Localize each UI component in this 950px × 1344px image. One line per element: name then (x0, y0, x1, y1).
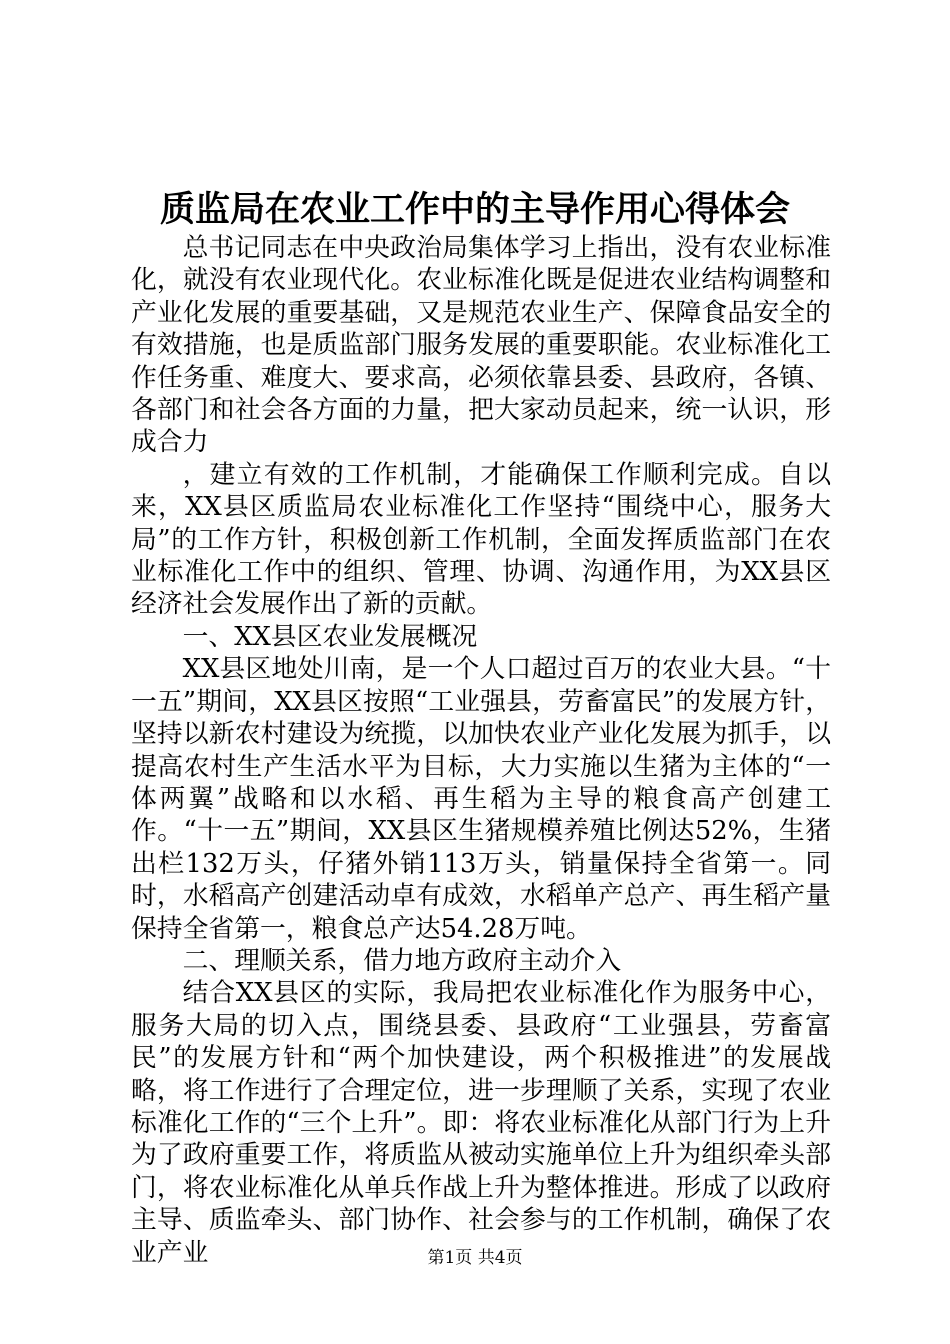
section-heading-1: 一、XX县区农业发展概况 (182, 621, 478, 652)
document-title: 质监局在农业工作中的主导作用心得体会 (159, 189, 790, 230)
paragraph-relations: 结合XX县区的实际，我局把农业标准化作为服务中心，服务大局的切入点，围绕县委、县政府“工业强县，劳畜富民”的发展方针和“两个加快建设，两个积极推进”的发展战略，将工作进行了合理定位，进一步理顺了关系，实现了农业标准化工作的“三个上升”。即：将农业标准化从部门行为上升为了政府重要工作，将质监从被动实施单位上升为组织牵头部门，将农业标准化从单兵作战上升为整体推进。形成了以政府主导、质监牵头、部门协作、社会参与的工作机制，确保了农业产业 (131, 978, 831, 1268)
page-number-footer: 第1页 共4页 (427, 1248, 523, 1268)
section-heading-2: 二、理顺关系，借力地方政府主动介入 (182, 945, 622, 976)
paragraph-overview: XX县区地处川南，是一个人口超过百万的农业大县。“十一五”期间，XX县区按照“工业强县，劳畜富民”的发展方针，坚持以新农村建设为统揽，以加快农业产业化发展为抓手，以提高农村生产生活水平为目标，大力实施以生猪为主体的“一体两翼”战略和以水稻、再生稻为主导的粮食高产创建工作。“十一五”期间，XX县区生猪规模养殖比例达52%，生猪出栏132万头，仔猪外销113万头，销量保持全省第一。同时，水稻高产创建活动卓有成效，水稻单产总产、再生稻产量保持全省第一，粮食总产达54.28万吨。 (131, 654, 831, 944)
paragraph-intro: 总书记同志在中央政治局集体学习上指出，没有农业标准化，就没有农业现代化。农业标准化既是促进农业结构调整和产业化发展的重要基础，又是规范农业生产、保障食品安全的有效措施，也是质监部门服务发展的重要职能。农业标准化工作任务重、难度大、要求高，必须依靠县委、县政府，各镇、各部门和社会各方面的力量，把大家动员起来，统一认识，形成合力 (131, 233, 831, 458)
paragraph-mechanism: ，建立有效的工作机制，才能确保工作顺利完成。自以来，XX县区质监局农业标准化工作坚持“围绕中心，服务大局”的工作方针，积极创新工作机制，全面发挥质监部门在农业标准化工作中的组织、管理、协调、沟通作用，为XX县区经济社会发展作出了新的贡献。 (131, 459, 831, 620)
document-body (131, 232, 831, 1269)
